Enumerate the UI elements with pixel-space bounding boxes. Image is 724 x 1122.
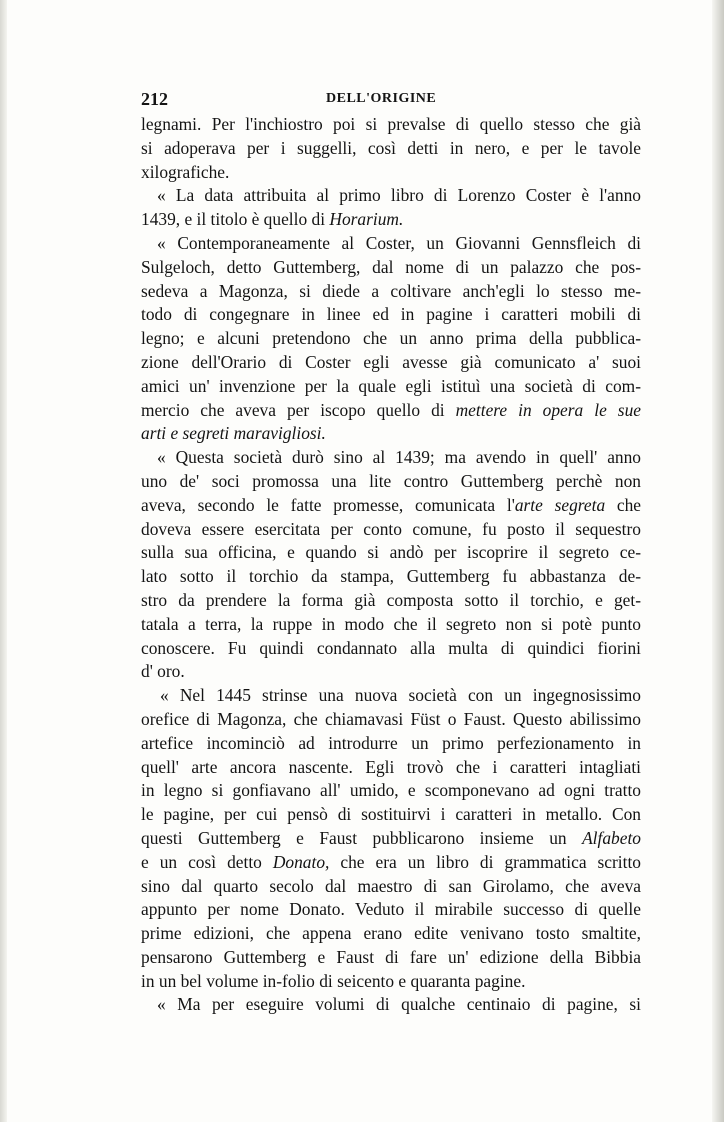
- text-line: sedeva a Magonza, si diede a coltivare anch'egli lo stesso me-: [141, 280, 641, 301]
- text-line: uno de' soci promossa una lite contro Guttemberg perchè non: [141, 470, 641, 491]
- text-line: doveva essere esercitata per conto comune, fu posto il sequestro: [141, 518, 641, 539]
- text-line: zione dell'Orario di Coster egli avesse già comunicato a' suoi: [141, 351, 641, 372]
- text-line: « Questa società durò sino al 1439; ma avendo in quell' anno: [157, 447, 641, 468]
- text-line: sulla sua officina, e quando si andò per iscoprire il segreto ce-: [141, 542, 641, 563]
- text-line: xilografiche.: [141, 161, 230, 182]
- text-line: lato sotto il torchio da stampa, Guttemberg fu abbastanza de-: [141, 566, 641, 587]
- text-line: prime edizioni, che appena erano edite venivano tosto smaltite,: [141, 923, 641, 944]
- text-line: tatala a terra, la ruppe in modo che il segreto non si potè punto: [141, 613, 641, 634]
- text-line: si adoperava per i suggelli, così detti in nero, e per le tavole: [141, 137, 641, 158]
- text-line: sino dal quarto secolo dal maestro di san Girolamo, che aveva: [141, 875, 641, 896]
- text-line: le pagine, per cui pensò di sostituirvi i caratteri in metallo. Con: [141, 804, 641, 825]
- page-number: 212: [141, 89, 168, 109]
- text-line: « Ma per eseguire volumi di qualche centinaio di pagine, si: [157, 994, 641, 1015]
- running-head: DELL'ORIGINE: [326, 91, 437, 106]
- text-line: aveva, secondo le fatte promesse, comunicata l'arte segreta che: [141, 494, 641, 515]
- text-line: conoscere. Fu quindi condannato alla multa di quindici fiorini: [141, 637, 641, 658]
- text-line: legnami. Per l'inchiostro poi si prevalse di quello stesso che già: [141, 114, 641, 134]
- text-line: in legno si gonfiavano all' umido, e scomponevano ad ogni tratto: [141, 780, 641, 801]
- text-line: appunto per nome Donato. Veduto il mirabile successo di quelle: [141, 899, 641, 920]
- page-binding-shadow: [0, 0, 7, 1122]
- text-line: orefice di Magonza, che chiamavasi Füst o Faust. Questo abilissimo: [141, 708, 641, 729]
- text-line: legno; e alcuni pretendono che un anno prima della pubblica-: [141, 328, 641, 349]
- text-line: stro da prendere la forma già composta sotto il torchio, e get-: [141, 589, 641, 610]
- text-line: artefice incominciò ad introdurre un primo perfezionamento in: [141, 732, 641, 753]
- text-line: pensarono Guttemberg e Faust di fare un' edizione della Bibbia: [141, 946, 641, 967]
- text-line: 1439, e il titolo è quello di Horarium.: [141, 209, 404, 230]
- text-line: quell' arte ancora nascente. Egli trovò che i caratteri intagliati: [141, 756, 641, 777]
- text-line: « La data attribuita al primo libro di Lorenzo Coster è l'anno: [157, 185, 641, 206]
- page-header: [141, 89, 641, 111]
- page-edge-shadow: [712, 0, 724, 1122]
- text-line: e un così detto Donato, che era un libro di grammatica scritto: [141, 851, 641, 872]
- body-text: [141, 113, 641, 1017]
- text-line: todo di congegnare in linee ed in pagine i caratteri mobili di: [141, 304, 641, 325]
- text-line: mercio che aveva per iscopo quello di mettere in opera le sue: [141, 399, 641, 420]
- text-line: d' oro.: [141, 661, 185, 682]
- text-line: « Contemporaneamente al Coster, un Giovanni Gennsfleich di: [157, 232, 641, 253]
- text-line: amici un' invenzione per la quale egli istituì una società di com-: [141, 375, 641, 396]
- text-line: arti e segreti maravigliosi.: [141, 423, 326, 444]
- text-line: « Nel 1445 strinse una nuova società con un ingegnosissimo: [160, 685, 641, 706]
- text-line: Sulgeloch, detto Guttemberg, dal nome di un palazzo che pos-: [141, 256, 641, 277]
- text-line: in un bel volume in-folio di seicento e quaranta pagine.: [141, 970, 526, 991]
- text-line: questi Guttemberg e Faust pubblicarono insieme un Alfabeto: [141, 827, 641, 848]
